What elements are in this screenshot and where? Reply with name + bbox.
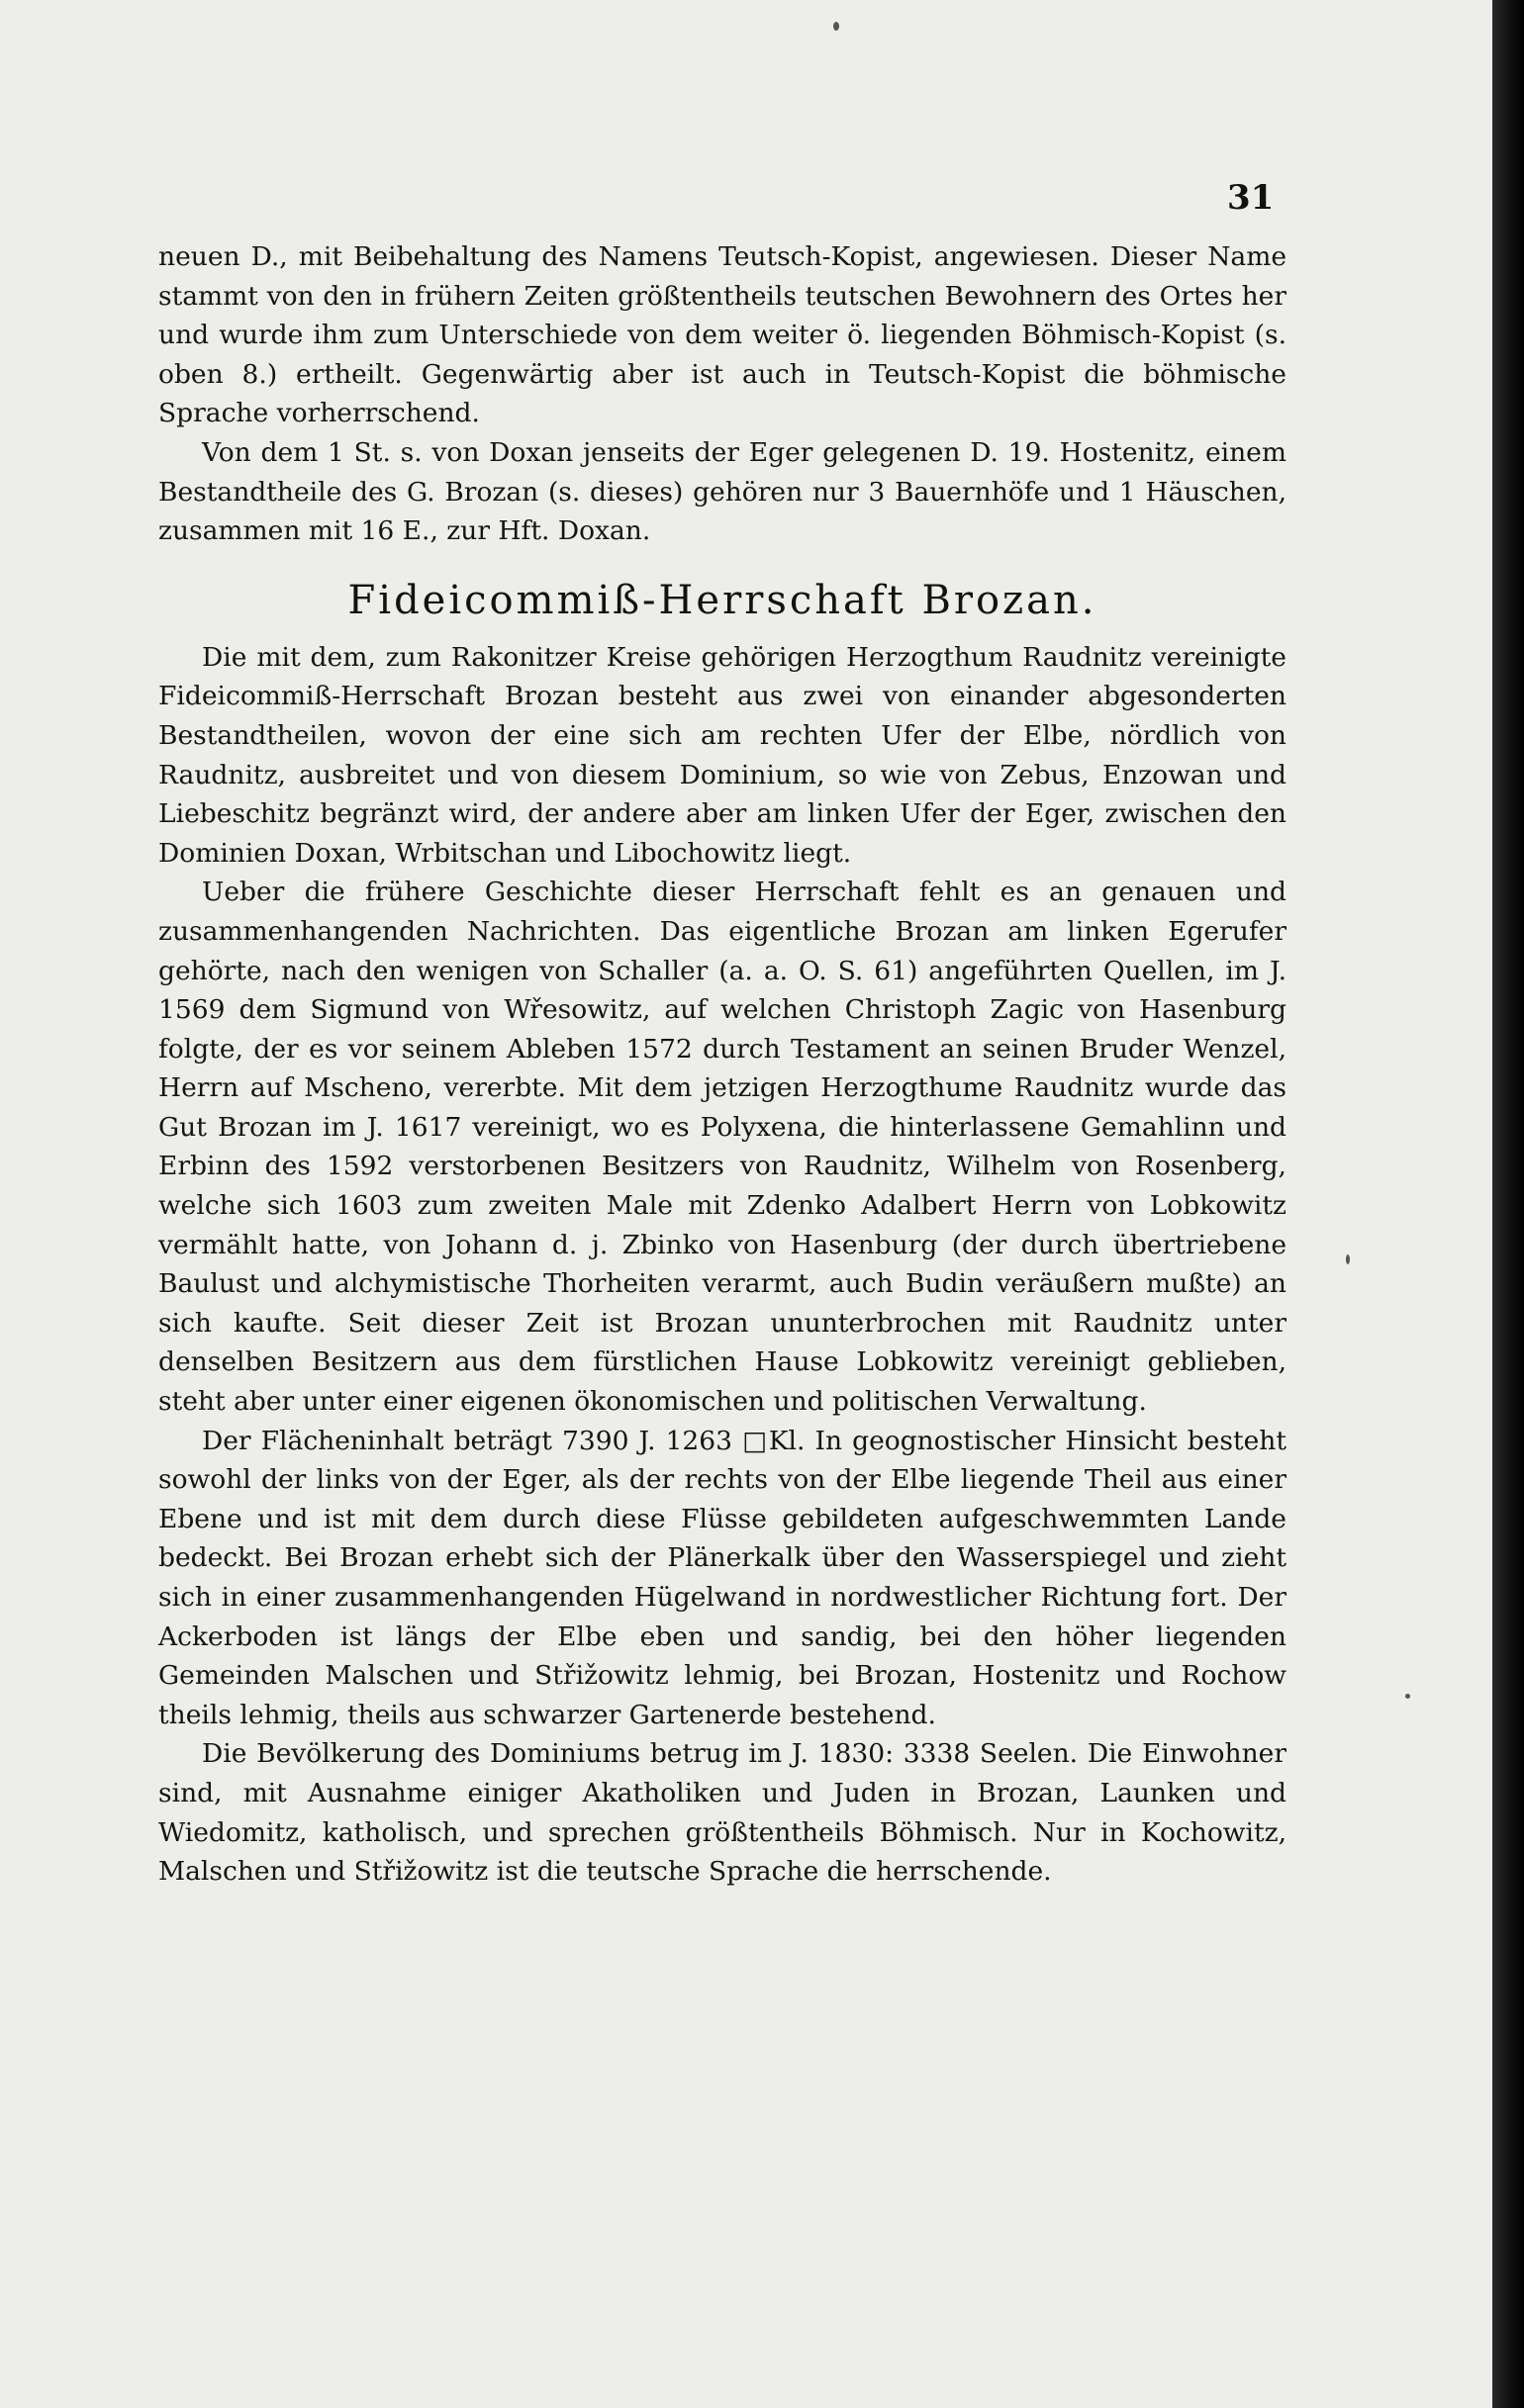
- paragraph-population: Die Bevölkerung des Dominiums betrug im J. 1830: 3338 Seelen. Die Einwohner sind, mit Ausnahme einiger Akatholiken und Juden in Brozan, Launken und Wiedomitz, katholisch, und sprechen größtentheils Böhmisch. Nur in Kochowitz, Malschen und Střižowitz ist die teutsche Sprache die herrschende.: [158, 1738, 1286, 1888]
- book-spine-edge: [1492, 0, 1524, 2408]
- paper-speck: [833, 22, 839, 31]
- paper-speck: [1346, 1254, 1350, 1264]
- paragraph-history: Ueber die frühere Geschichte dieser Herrschaft fehlt es an genauen und zusammenhangenden Nachrichten. Das eigentliche Brozan am linken Egerufer gehörte, nach den wenigen von Schaller (a. a. O. S. 61) angeführten Quellen, im J. 1569 dem Sigmund von Wřesowitz, auf welchen Christoph Zagic von Hasenburg folgte, der es vor seinem Ableben 1572 durch Testament an seinen Bruder Wenzel, Herrn auf Mscheno, vererbte. Mit dem jetzigen Herzogthume Raudnitz wurde das Gut Brozan im J. 1617 vereinigt, wo es Polyxena, die hinterlassene Gemahlinn und Erbinn des 1592 verstorbenen Besitzers von Raudnitz, Wilhelm von Rosenberg, welche sich 1603 zum zweiten Male mit Zdenko Adalbert Herrn von Lobkowitz vermählt hatte, von Johann d. j. Zbinko von Hasenburg (der durch übertriebene Baulust und alchymistische Thorheiten verarmt, auch Budin veräußern mußte) an sich kaufte. Seit dieser Zeit ist Brozan ununterbrochen mit Raudnitz unter denselben Besitzern aus dem fürstlichen Hause Lobkowitz vereinigt geblieben, steht aber unter einer eigenen ökonomischen und politischen Verwaltung.: [158, 877, 1286, 1418]
- paragraph-area: Der Flächeninhalt beträgt 7390 J. 1263 □Kl. In geognostischer Hinsicht besteht sowohl der links von der Eger, als der rechts von der Elbe liegende Theil aus einer Ebene und ist mit dem durch diese Flüsse gebildeten aufgeschwemmten Lande bedeckt. Bei Brozan erhebt sich der Plänerkalk über den Wasserspiegel und zieht sich in einer zusammenhangenden Hügelwand in nordwestlicher Richtung fort. Der Ackerboden ist längs der Elbe eben und sandig, bei den höher liegenden Gemeinden Malschen und Střižowitz lehmig, bei Brozan, Hostenitz und Rochow theils lehmig, theils aus schwarzer Gartenerde bestehend.: [158, 1425, 1286, 1730]
- paragraph-location: Die mit dem, zum Rakonitzer Kreise gehörigen Herzogthum Raudnitz vereinigte Fideicommiß-Herrschaft Brozan besteht aus zwei von einander abgesonderten Bestandtheilen, wovon der eine sich am rechten Ufer der Elbe, nördlich von Raudnitz, ausbreitet und von diesem Dominium, so wie von Zebus, Enzowan und Liebeschitz begränzt wird, der andere aber am linken Ufer der Eger, zwischen den Dominien Doxan, Wrbitschan und Libochowitz liegt.: [158, 641, 1286, 869]
- paper-speck: [1405, 1694, 1410, 1699]
- paragraph-continuation: neuen D., mit Beibehaltung des Namens Teutsch-Kopist, angewiesen. Dieser Name stammt von den in frühern Zeiten größtentheils teutschen Bewohnern des Ortes her und wurde ihm zum Unterschiede von dem weiter ö. liegenden Böhmisch-Kopist (s. oben 8.) ertheilt. Gegenwärtig aber ist auch in Teutsch-Kopist die böhmische Sprache vorherrschend.: [158, 241, 1286, 429]
- section-title: Fideicommiß-Herrschaft Brozan.: [347, 577, 1097, 623]
- page-number: 31: [1227, 178, 1275, 218]
- paragraph-hostenitz: Von dem 1 St. s. von Doxan jenseits der Eger gelegenen D. 19. Hostenitz, einem Bestandtheile des G. Brozan (s. dieses) gehören nur 3 Bauernhöfe und 1 Häuschen, zusammen mit 16 E., zur Hft. Doxan.: [158, 436, 1286, 547]
- page-text: [158, 237, 1286, 1892]
